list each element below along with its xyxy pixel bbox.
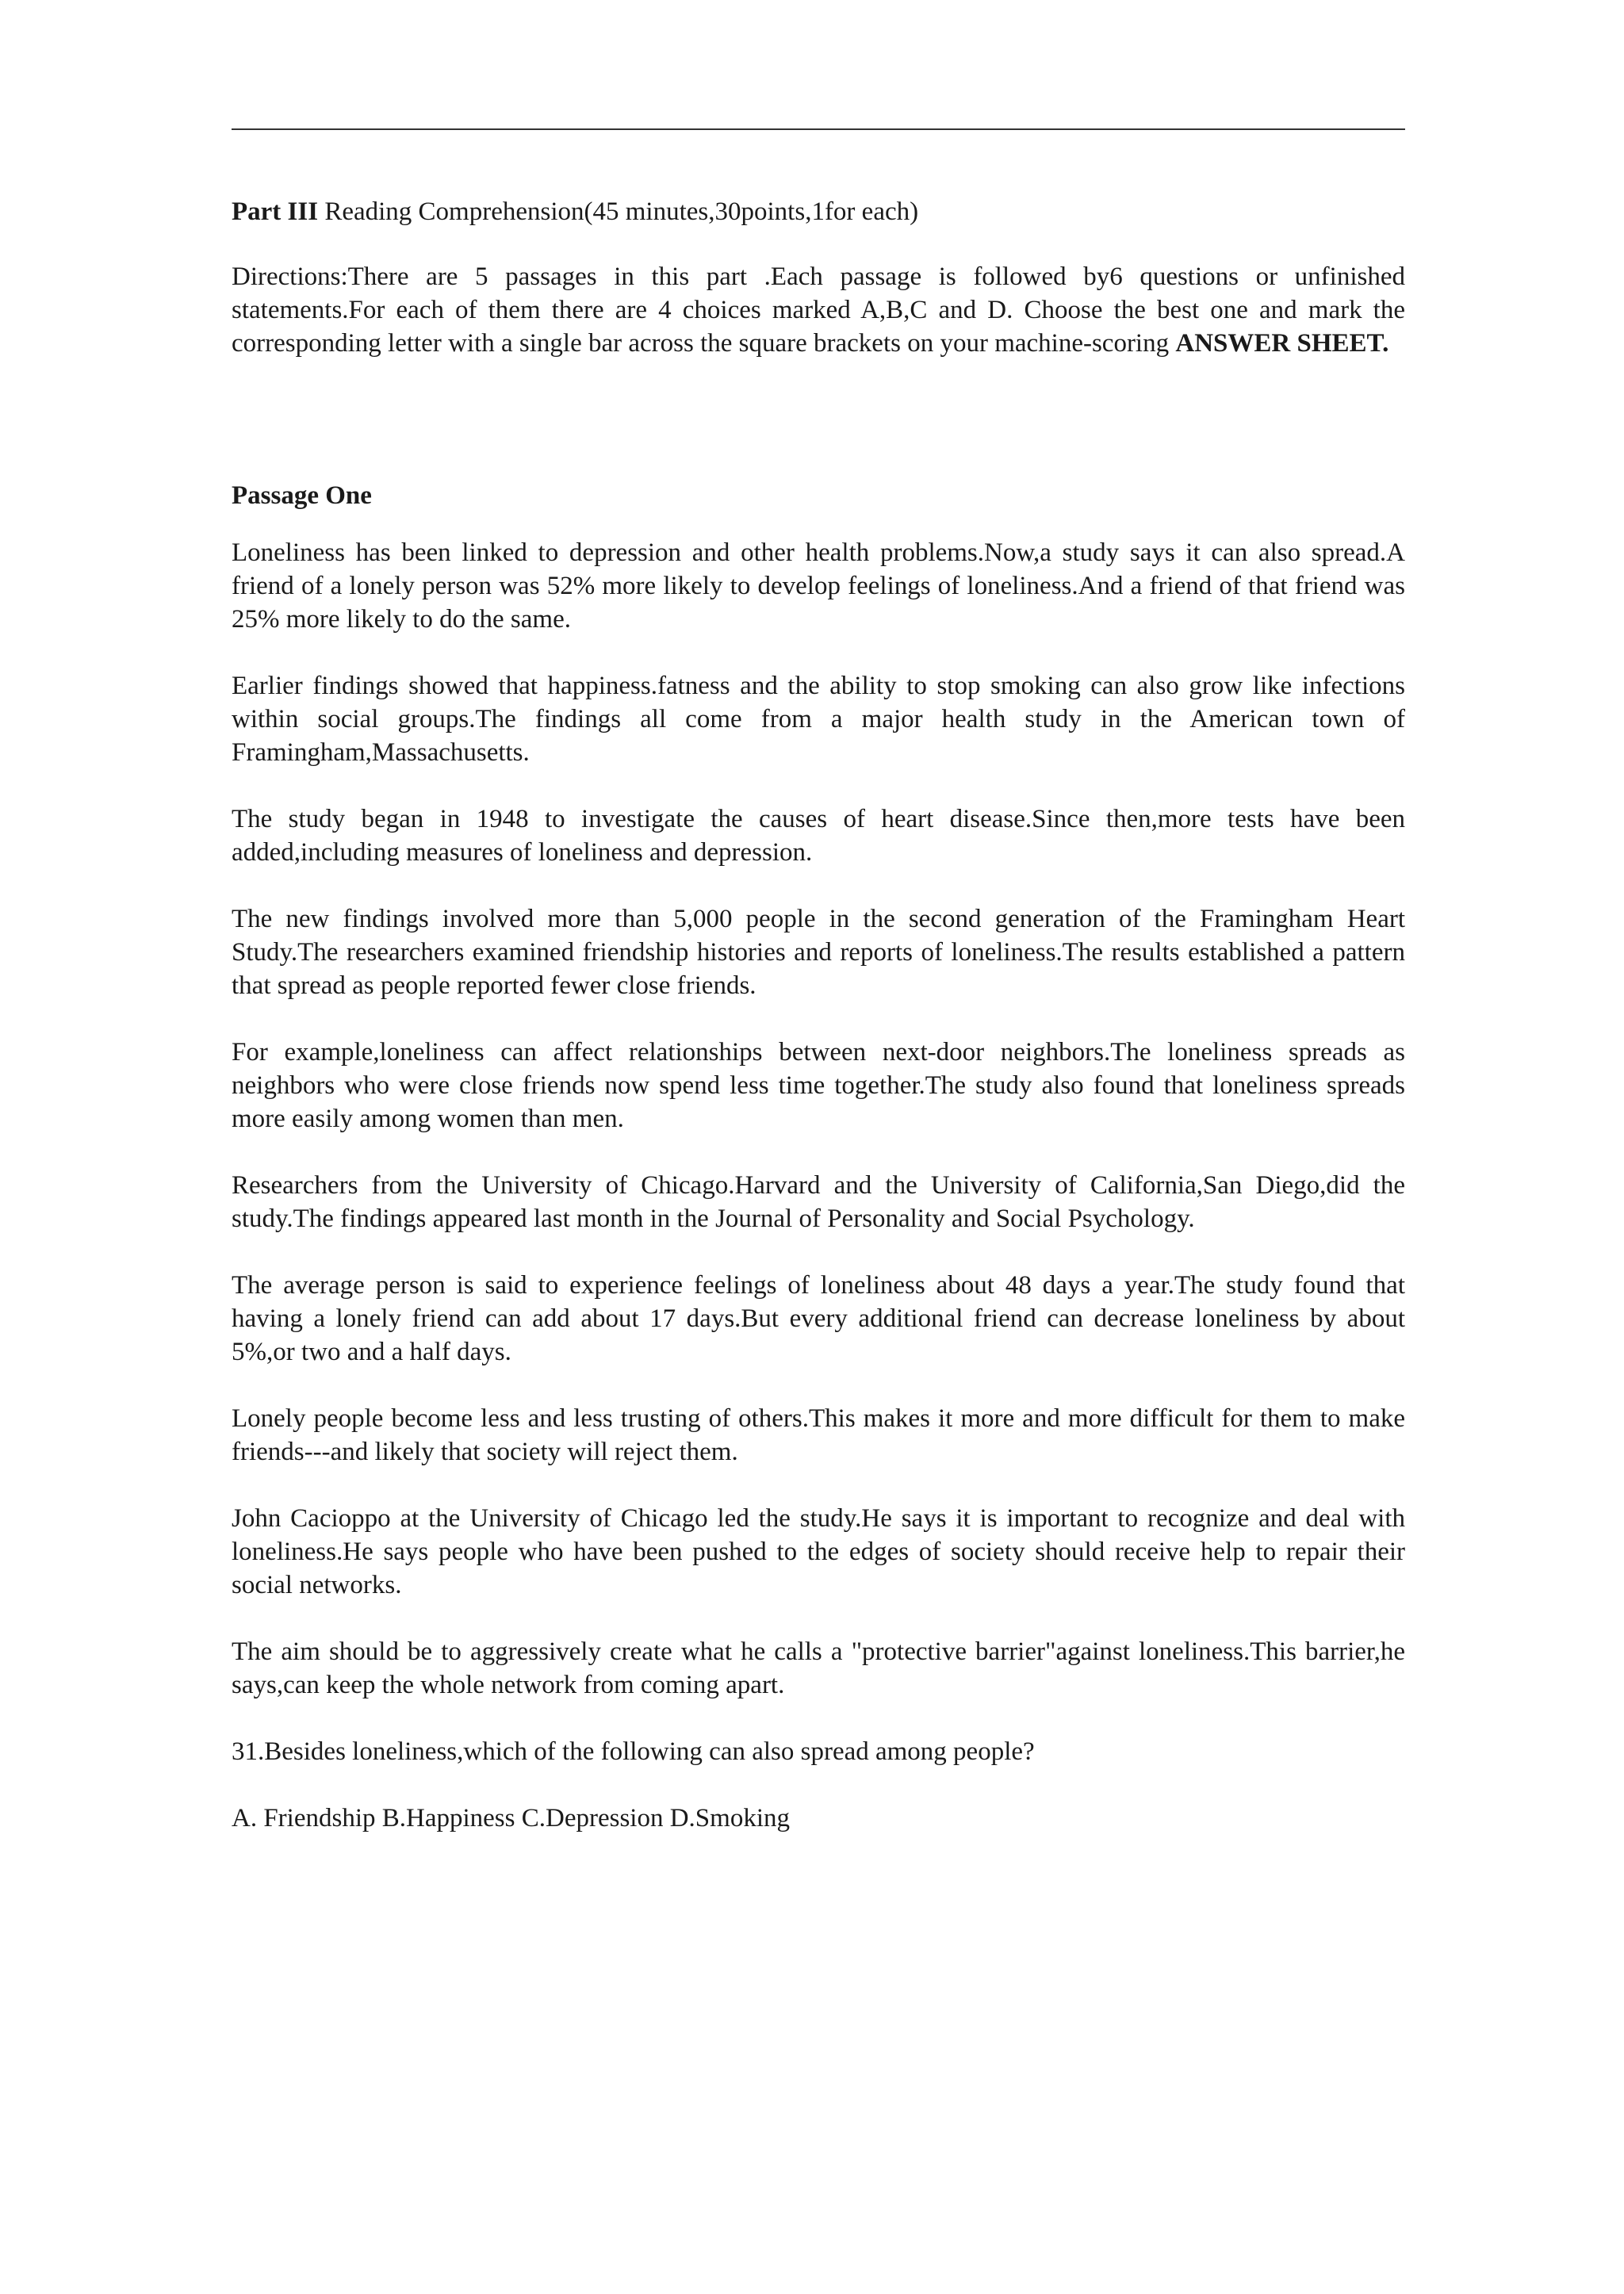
- passage-paragraph: Earlier findings showed that happiness.fatness and the ability to stop smoking can also grow like infections within social groups.The findings all come from a major health study in the American town of Framingham,Massachusetts.: [232, 672, 1405, 767]
- answer-choices: A. Friendship B.Happiness C.Depression D.Smoking: [232, 1804, 790, 1833]
- question-stem: 31.Besides loneliness,which of the following can also spread among people?: [232, 1737, 1035, 1766]
- passage-title: Passage One: [232, 481, 372, 510]
- passage-paragraph: Lonely people become less and less trusting of others.This makes it more and more difficult for them to make friends---and likely that society will reject them.: [232, 1404, 1405, 1466]
- part-heading: [232, 195, 1405, 228]
- passage-paragraph: The aim should be to aggressively create what he calls a "protective barrier"against loneliness.This barrier,he says,can keep the whole network from coming apart.: [232, 1637, 1405, 1699]
- document-body: [232, 195, 1405, 1835]
- passage-paragraph: John Cacioppo at the University of Chicago led the study.He says it is important to recognize and deal with loneliness.He says people who have been pushed to the edges of society should receive help to repair their social networks.: [232, 1504, 1405, 1599]
- directions-paragraph: [232, 260, 1405, 360]
- directions-text: Directions:There are 5 passages in this part .Each passage is followed by6 questions or unfinished statements.For each of them there are 4 choices marked A,B,C and D. Choose the best one and mark the corresponding letter with a single bar across the square brackets on your machine-scoring: [232, 262, 1405, 358]
- passage-paragraph: The new findings involved more than 5,000 people in the second generation of the Framingham Heart Study.The researchers examined friendship histories and reports of loneliness.The results established a pattern that spread as people reported fewer close friends.: [232, 905, 1405, 1000]
- part-label: Part III: [232, 197, 319, 226]
- passage-paragraph: Loneliness has been linked to depression and other health problems.Now,a study says it can also spread.A friend of a lonely person was 52% more likely to develop feelings of loneliness.And a friend of that friend was 25% more likely to do the same.: [232, 538, 1405, 634]
- part-title-text: Reading Comprehension(45 minutes,30points,1for each): [318, 197, 919, 226]
- passage-paragraph: Researchers from the University of Chicago.Harvard and the University of California,San Diego,did the study.The findings appeared last month in the Journal of Personality and Social Psychology.: [232, 1171, 1405, 1233]
- document-page: [232, 0, 1405, 2294]
- passage-paragraph: For example,loneliness can affect relationships between next-door neighbors.The loneliness spreads as neighbors who were close friends now spend less time together.The study also found that loneliness spreads more easily among women than men.: [232, 1038, 1405, 1133]
- header-rule: [232, 128, 1405, 130]
- passage-paragraph: The study began in 1948 to investigate the causes of heart disease.Since then,more tests have been added,including measures of loneliness and depression.: [232, 805, 1405, 867]
- passage-paragraph: The average person is said to experience feelings of loneliness about 48 days a year.The study found that having a lonely friend can add about 17 days.But every additional friend can decrease loneliness by about 5%,or two and a half days.: [232, 1271, 1405, 1366]
- directions-emphasis: ANSWER SHEET.: [1175, 329, 1389, 358]
